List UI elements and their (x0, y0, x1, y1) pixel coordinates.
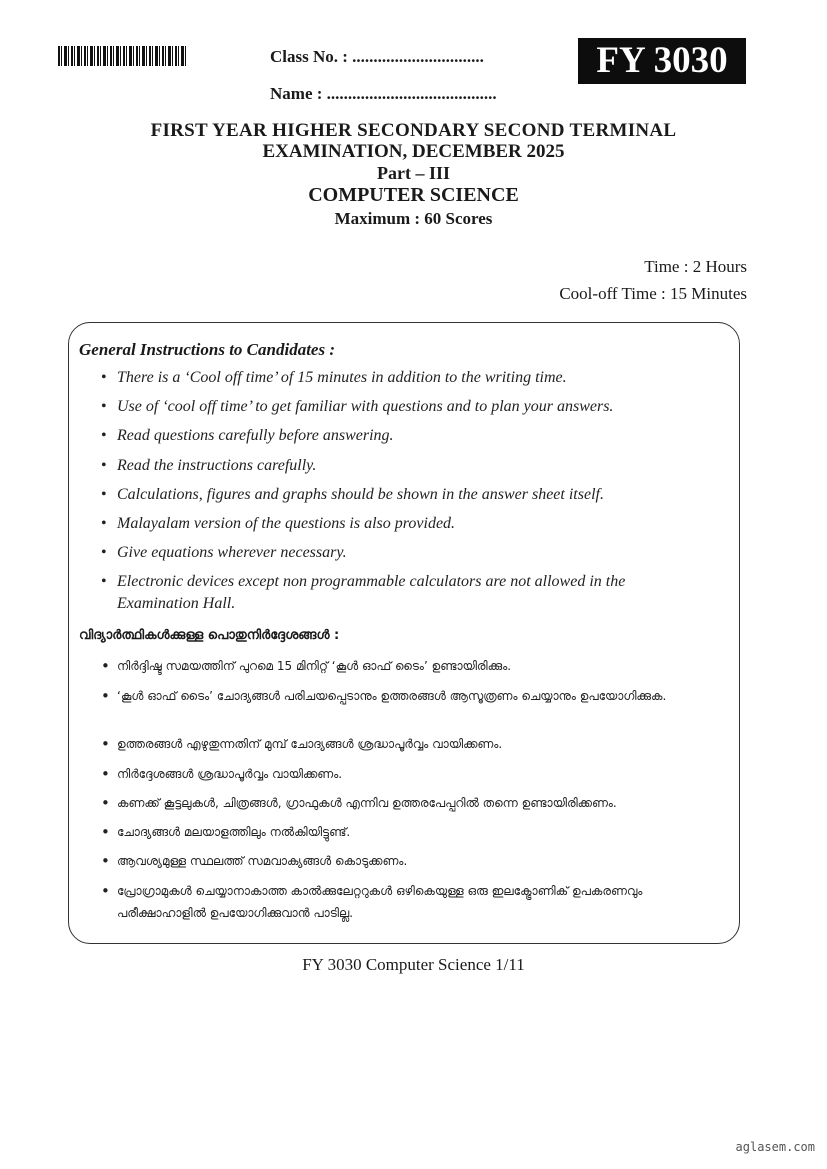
bullet-icon: • (101, 427, 107, 444)
bullet-icon: • (101, 369, 107, 386)
malayalam-instruction-item: • പ്രോഗ്രാമുകൾ ചെയ്യാനാകാത്ത കാൽക്കുലേറ്ററുകൾ ഒഴികെയുള്ള ഒരു ഇലക്ട്രോണിക് ഉപകരണവും പരീക്ഷാഹാളിൽ ഉപയോഗിക്കുവാൻ പാടില്ല. (101, 882, 643, 920)
bullet-icon: • (101, 515, 107, 532)
malayalam-instruction-item: • നിർദ്ദേശങ്ങൾ ശ്രദ്ധാപൂർവ്വം വായിക്കണം. (101, 765, 343, 783)
watermark: aglasem.com (735, 1140, 815, 1154)
barcode (58, 46, 186, 66)
subject-title: COMPUTER SCIENCE (308, 184, 519, 206)
instruction-item: • Use of ‘cool off time’ to get familiar with questions and to plan your answers. (101, 396, 711, 418)
malayalam-instruction-item: • ചോദ്യങ്ങൾ മലയാളത്തിലും നൽകിയിട്ടുണ്ട്. (101, 823, 351, 841)
bullet-icon: • (101, 823, 110, 841)
page-footer: FY 3030 Computer Science 1/11 (302, 955, 525, 974)
bullet-icon: • (101, 457, 107, 474)
bullet-icon: • (101, 486, 107, 503)
instructions-title: General Instructions to Candidates : (79, 340, 335, 359)
malayalam-instruction-item: • നിർദ്ദിഷ്ട സമയത്തിന് പുറമെ 15 മിനിറ്റ് ‘കൂൾ ഓഫ് ടൈം’ ഉണ്ടായിരിക്കും. (101, 657, 512, 675)
instruction-item: • There is a ‘Cool off time’ of 15 minutes in addition to the writing time. (101, 367, 711, 389)
bullet-icon: • (101, 657, 110, 675)
bullet-icon: • (101, 398, 107, 415)
malayalam-instructions-title: വിദ്യാർത്ഥികൾക്കുള്ള പൊതുനിർദ്ദേശങ്ങൾ : (79, 628, 340, 643)
time-allowed: Time : 2 Hours (644, 257, 747, 276)
bullet-icon: • (101, 687, 110, 705)
bullet-icon: • (101, 735, 110, 753)
class-number-field: Class No. : ............................... (270, 47, 484, 66)
bullet-icon: • (101, 882, 110, 900)
malayalam-instruction-item: • ആവശ്യമുള്ള സ്ഥലത്ത് സമവാക്യങ്ങൾ കൊടുക്കണം. (101, 852, 408, 870)
instruction-item: • Give equations wherever necessary. (101, 542, 711, 564)
instruction-item: • Read the instructions carefully. (101, 455, 711, 477)
malayalam-instruction-item: • കണക്ക് കൂട്ടലുകൾ, ചിത്രങ്ങൾ, ഗ്രാഫുകൾ എന്നിവ ഉത്തരപേപ്പറിൽ തന്നെ ഉണ്ടായിരിക്കണം. (101, 794, 617, 812)
malayalam-instruction-item: • ‘കൂൾ ഓഫ് ടൈം’ ചോദ്യങ്ങൾ പരിചയപ്പെടാനും ഉത്തരങ്ങൾ ആസൂത്രണം ചെയ്യാനും ഉപയോഗിക്കുക. (101, 687, 667, 705)
exam-part: Part – III (377, 163, 450, 183)
name-field: Name : ........................................ (270, 84, 497, 103)
exam-title-line1: FIRST YEAR HIGHER SECONDARY SECOND TERMINAL (150, 120, 677, 141)
instruction-item: • Calculations, figures and graphs should be shown in the answer sheet itself. (101, 484, 711, 506)
instruction-item: • Electronic devices except non programmable calculators are not allowed in the Examination Hall. (101, 573, 626, 612)
bullet-icon: • (101, 573, 107, 590)
exam-title-line2: EXAMINATION, DECEMBER 2025 (262, 141, 565, 162)
paper-code-badge: FY 3030 (578, 38, 746, 84)
maximum-scores: Maximum : 60 Scores (334, 209, 493, 228)
malayalam-instruction-item: • ഉത്തരങ്ങൾ എഴുതുന്നതിന് മുമ്പ് ചോദ്യങ്ങൾ ശ്രദ്ധാപൂർവ്വം വായിക്കണം. (101, 735, 503, 753)
cool-off-time: Cool-off Time : 15 Minutes (559, 284, 747, 303)
instruction-item: • Read questions carefully before answering. (101, 425, 711, 447)
bullet-icon: • (101, 794, 110, 812)
bullet-icon: • (101, 852, 110, 870)
bullet-icon: • (101, 765, 110, 783)
bullet-icon: • (101, 544, 107, 561)
instruction-item: • Malayalam version of the questions is also provided. (101, 513, 711, 535)
